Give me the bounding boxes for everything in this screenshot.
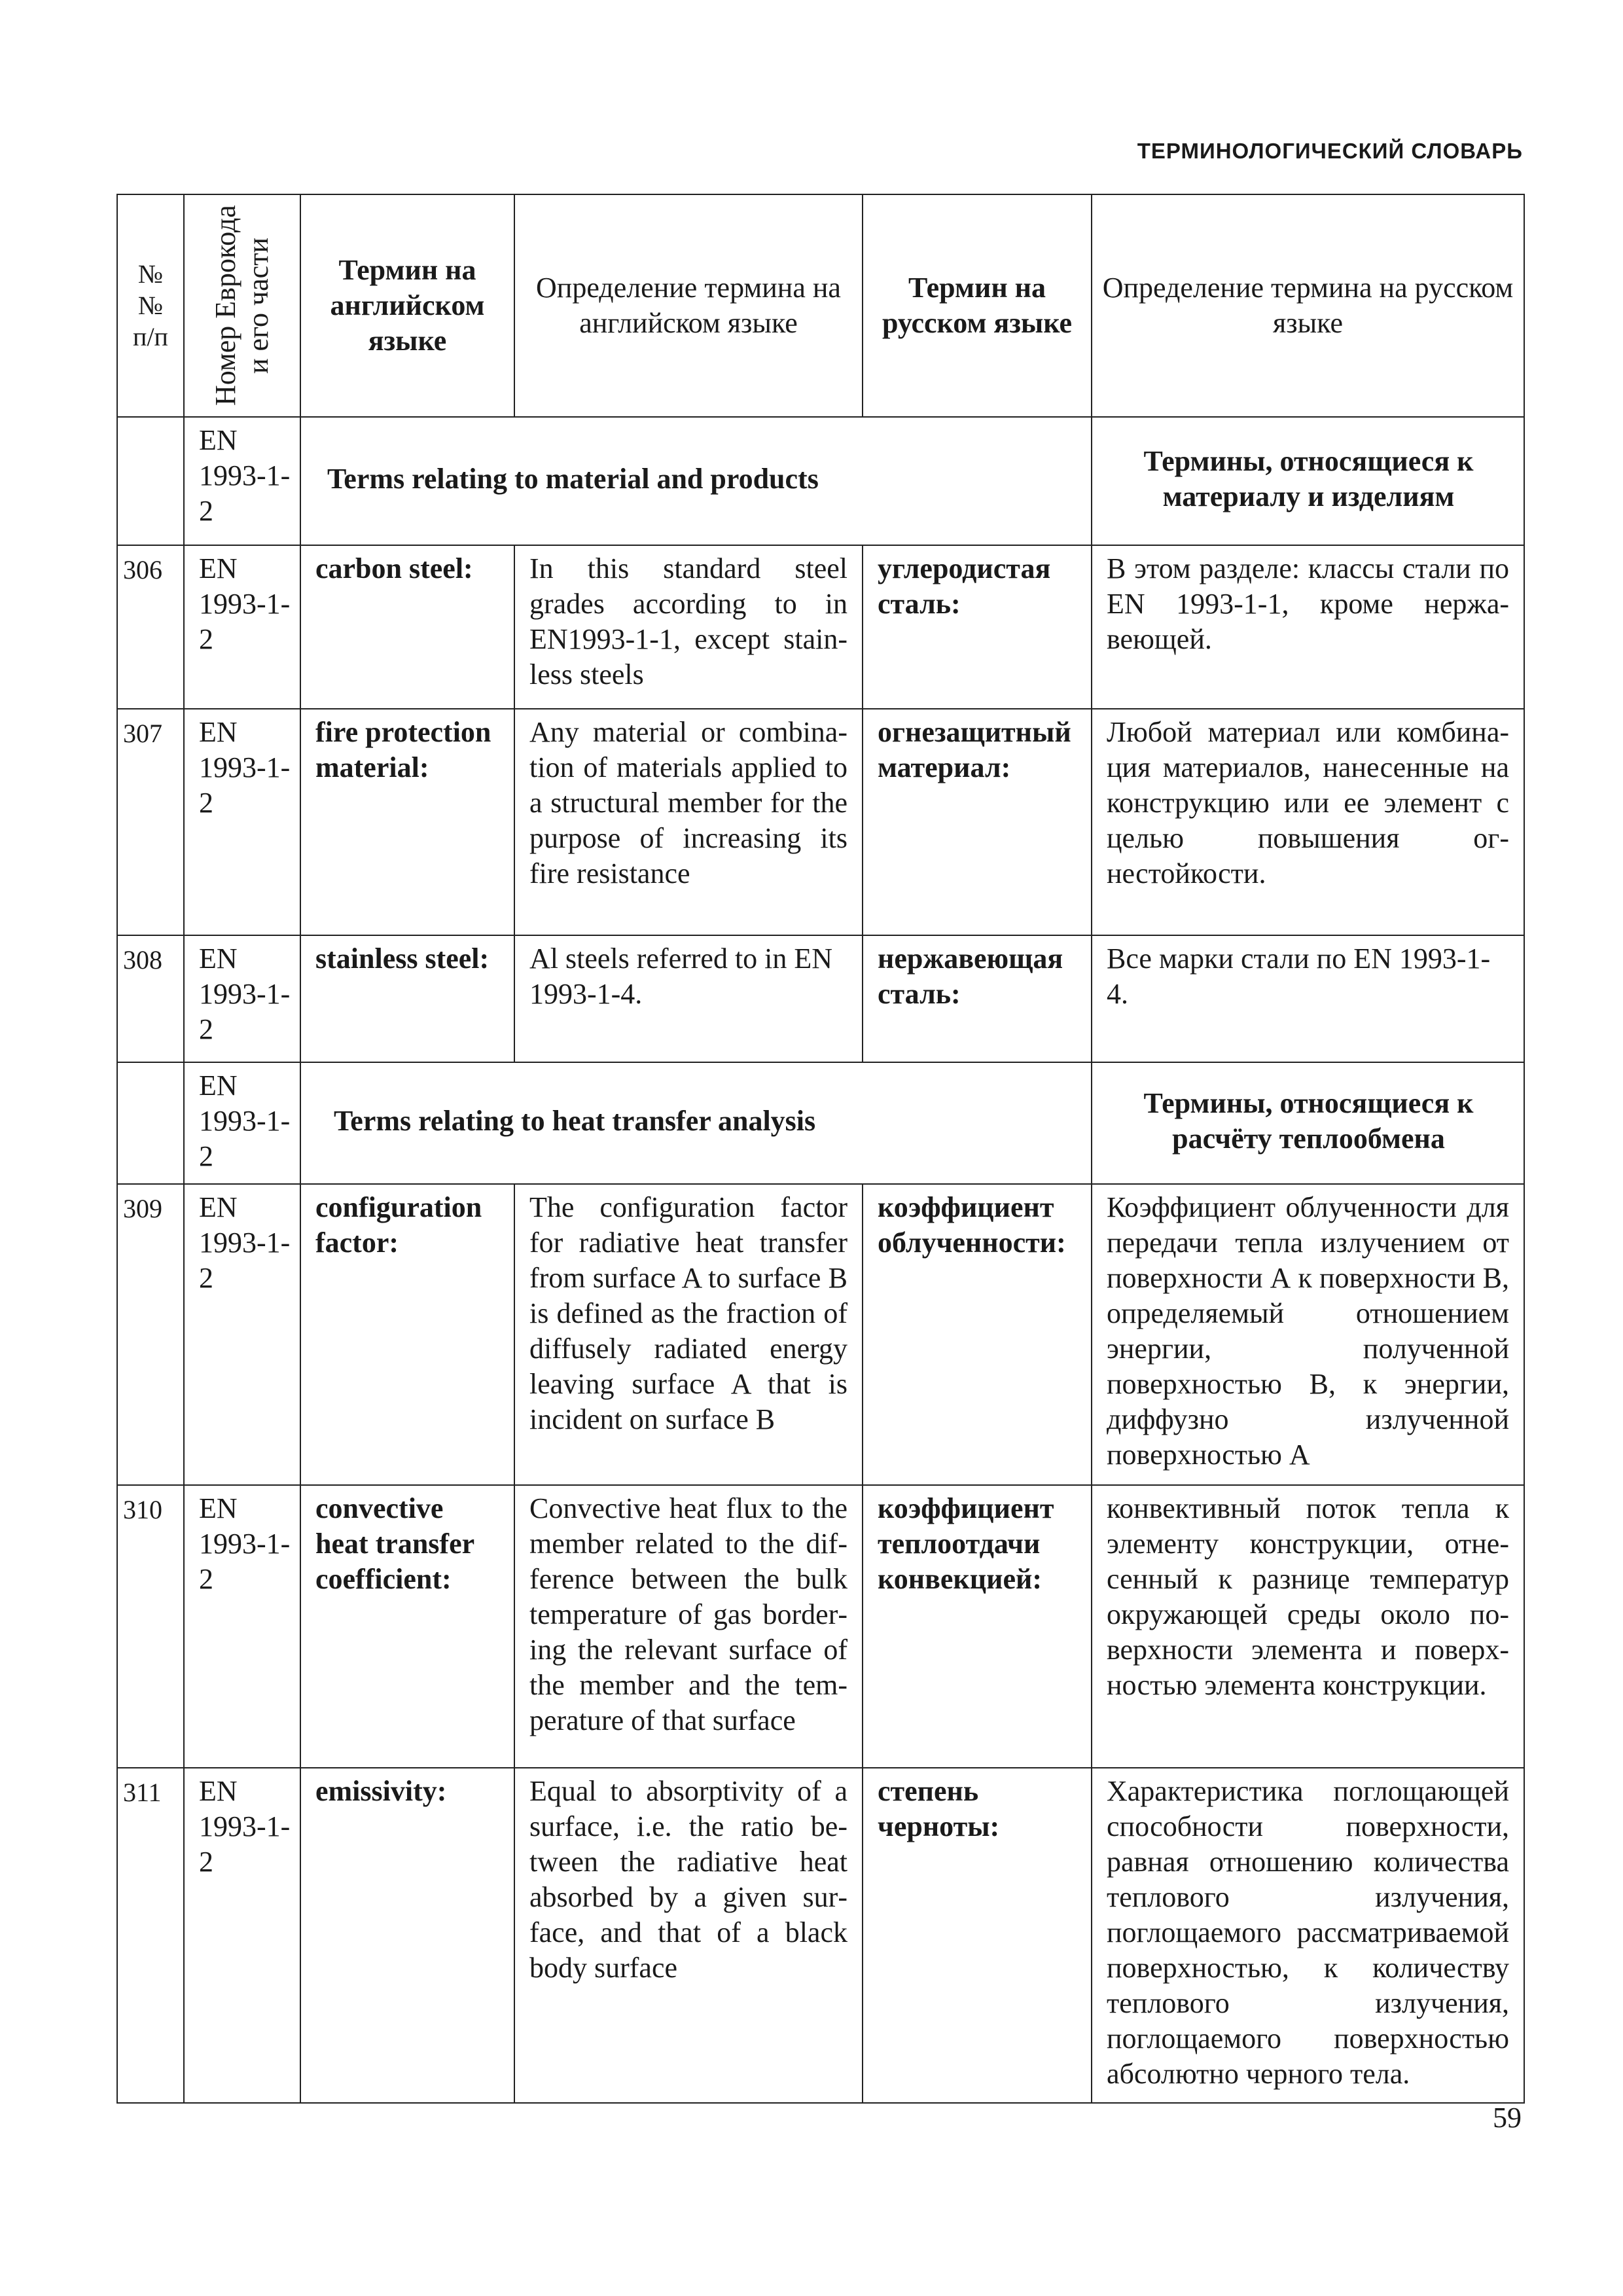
header-def-en: Определение термина на английском языке xyxy=(514,194,863,417)
section-num xyxy=(117,417,184,545)
header-eurocode-label: Номер Еврокода и его части xyxy=(209,205,274,406)
definition-en: Any material or combination of materials applied to a structural member for the purpose of increasing its fire resistance xyxy=(514,709,863,935)
table-header-row xyxy=(117,194,1524,417)
term-ru: огнезащитный материал: xyxy=(863,709,1092,935)
term-en: fire protection material: xyxy=(300,709,514,935)
section-title-en: Terms relating to heat transfer analysis xyxy=(300,1062,1092,1184)
header-term-en: Термин на английском языке xyxy=(300,194,514,417)
section-num xyxy=(117,1062,184,1184)
page-number: 59 xyxy=(1493,2102,1522,2134)
row-num: 310 xyxy=(117,1485,184,1768)
header-num: №№ п/п xyxy=(117,194,184,417)
running-head: ТЕРМИНОЛОГИЧЕСКИЙ СЛОВАРЬ xyxy=(1137,139,1523,163)
row-eurocode: EN 1993-1-2 xyxy=(184,1768,300,2103)
row-eurocode: EN 1993-1-2 xyxy=(184,1184,300,1485)
definition-ru: В этом разделе: классы стали по EN 1993-1-1, кроме нержавеющей. xyxy=(1092,545,1524,709)
table-row xyxy=(117,1184,1524,1485)
table-row xyxy=(117,935,1524,1062)
definition-ru: Характеристика поглощающей способности поверхности, равная отношению количества теплового излучения, поглощаемого рассматриваемой поверхностью, к количеству теплового излучения, поглощаемого поверхностью абсолютно черного тела. xyxy=(1092,1768,1524,2103)
table-row xyxy=(117,1768,1524,2103)
section-row-heat-transfer xyxy=(117,1062,1524,1184)
row-eurocode: EN 1993-1-2 xyxy=(184,935,300,1062)
row-num: 308 xyxy=(117,935,184,1062)
term-en: carbon steel: xyxy=(300,545,514,709)
term-ru: коэффициент теплоотдачи конвекцией: xyxy=(863,1485,1092,1768)
section-row-materials xyxy=(117,417,1524,545)
row-num: 306 xyxy=(117,545,184,709)
section-title-ru: Термины, относящиеся к материалу и изделиям xyxy=(1092,417,1524,545)
definition-en: Equal to absorptivity of a surface, i.e. the ratio between the radiative heat absorbed by a given surface, and that of a black body surface xyxy=(514,1768,863,2103)
table-row xyxy=(117,545,1524,709)
definition-en: In this standard steel grades according to in EN1993-1-1, except stainless steels xyxy=(514,545,863,709)
glossary-table xyxy=(116,194,1525,2104)
row-eurocode: EN 1993-1-2 xyxy=(184,545,300,709)
term-ru: степень черноты: xyxy=(863,1768,1092,2103)
header-term-ru: Термин на русском языке xyxy=(863,194,1092,417)
term-ru: коэффициент облученности: xyxy=(863,1184,1092,1485)
term-ru: нержавеющая сталь: xyxy=(863,935,1092,1062)
definition-ru: конвективный поток тепла к элементу конструкции, отнесенный к разнице температур окружающей среды около поверхности элемента и поверхностью элемента конструкции. xyxy=(1092,1485,1524,1768)
term-en: convective heat transfer coefficient: xyxy=(300,1485,514,1768)
definition-ru: Все марки стали по EN 1993-1-4. xyxy=(1092,935,1524,1062)
row-eurocode: EN 1993-1-2 xyxy=(184,1485,300,1768)
term-ru: углеродистая сталь: xyxy=(863,545,1092,709)
section-eurocode: EN 1993-1-2 xyxy=(184,1062,300,1184)
term-en: stainless steel: xyxy=(300,935,514,1062)
definition-en: Convective heat flux to the member related to the difference between the bulk temperature of gas bordering the relevant surface of the member and the temperature of that surface xyxy=(514,1485,863,1768)
table-row xyxy=(117,709,1524,935)
header-def-ru: Определение термина на русском языке xyxy=(1092,194,1524,417)
definition-en: The configuration factor for radiative heat transfer from surface A to surface B is defined as the fraction of diffusely radiated energy leaving surface A that is incident on surface B xyxy=(514,1184,863,1485)
section-title-en: Terms relating to material and products xyxy=(300,417,1092,545)
definition-en: Al steels referred to in EN 1993-1-4. xyxy=(514,935,863,1062)
row-num: 307 xyxy=(117,709,184,935)
section-eurocode: EN 1993-1-2 xyxy=(184,417,300,545)
row-eurocode: EN 1993-1-2 xyxy=(184,709,300,935)
table-row xyxy=(117,1485,1524,1768)
definition-ru: Любой материал или комбинация материалов, нанесенные на конструкцию или ее элемент с целью повышения огнестойкости. xyxy=(1092,709,1524,935)
row-num: 311 xyxy=(117,1768,184,2103)
header-eurocode xyxy=(184,194,300,417)
row-num: 309 xyxy=(117,1184,184,1485)
term-en: emissivity: xyxy=(300,1768,514,2103)
section-title-ru: Термины, относящиеся к расчёту теплообмена xyxy=(1092,1062,1524,1184)
term-en: configuration factor: xyxy=(300,1184,514,1485)
definition-ru: Коэффициент облученности для передачи тепла излучением от поверхности А к поверхности В, определяемый отношением энергии, полученной поверхностью В, к энергии, диффузно излученной поверхностью А xyxy=(1092,1184,1524,1485)
